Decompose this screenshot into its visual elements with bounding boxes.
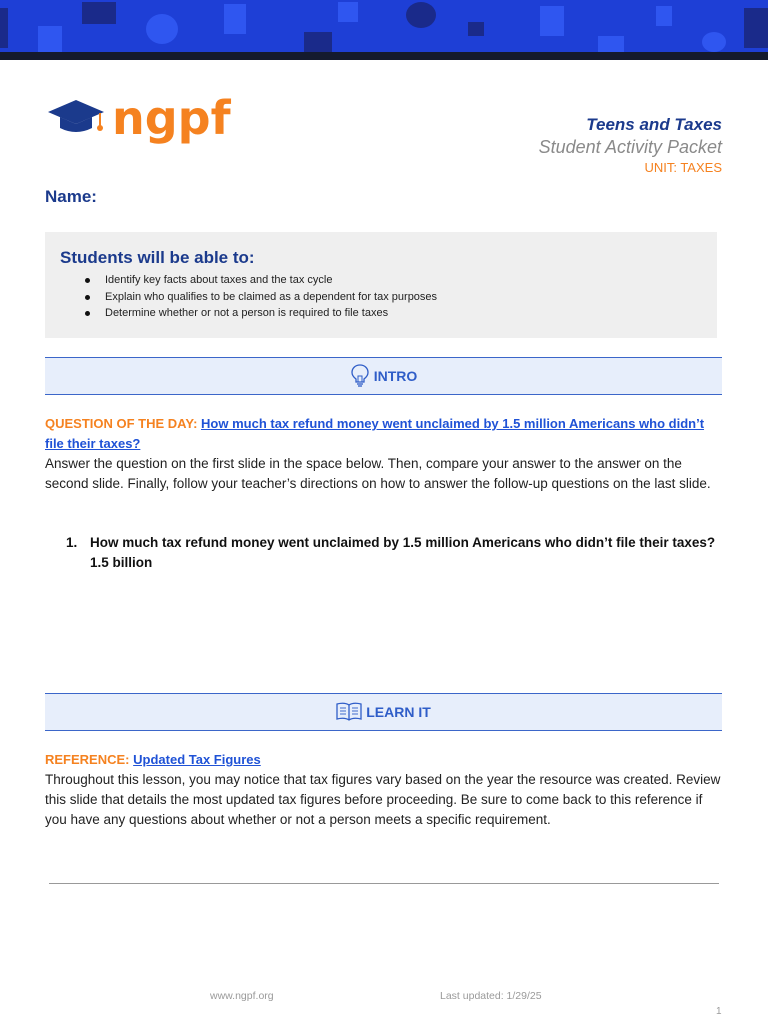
packet-title: Teens and Taxes [586,115,722,134]
banner-shape [468,22,484,36]
page-number: 1 [716,1006,722,1017]
objective-item: Determine whether or not a person is required to file taxes [85,305,437,322]
qotd-link[interactable]: How much tax refund money went unclaimed by 1.5 million Americans who didn’t file their taxes? [45,416,705,451]
banner-calculator-icon [338,2,358,22]
banner-folder-icon [82,2,116,24]
name-field-label: Name: [45,187,97,206]
footer-url: www.ngpf.org [210,990,274,1002]
open-book-icon [336,701,362,724]
objectives-list [85,272,437,322]
qotd-prefix: QUESTION OF THE DAY: [45,416,198,431]
objective-item: Explain who qualifies to be claimed as a dependent for tax purposes [85,289,437,306]
banner-stripe [0,52,768,60]
learn-it-section-header [45,693,722,731]
learn-it-label: LEARN IT [366,704,431,720]
banner-shape [0,8,8,48]
divider-line [49,883,719,884]
banner-piggy-bank-icon [406,2,436,28]
unit-label: UNIT: TAXES [644,160,722,175]
banner-calculator-icon [540,6,564,36]
question-text: How much tax refund money went unclaimed by 1.5 million Americans who didn’t file their taxes? 1.5 billion [90,535,716,570]
footer-last-updated: Last updated: 1/29/25 [440,990,542,1002]
banner-piggy-bank-icon [702,32,726,52]
reference-body: Throughout this lesson, you may notice that tax figures vary based on the year the resource was created. Review this slide that details the most updated tax figures before proceeding. Be sure to come back to this reference if you have any questions about whether or not a person meets a specific requirement. [45,772,721,827]
banner-folder-icon [598,36,624,52]
svg-text:ngpf: ngpf [112,92,231,144]
reference-prefix: REFERENCE: [45,752,130,767]
question-number: 1. [66,535,78,550]
banner-document-icon [224,4,246,34]
packet-title-block [539,115,722,175]
header-banner [0,0,768,52]
intro-label: INTRO [373,368,418,384]
lightbulb-icon [350,363,370,390]
objective-item: Identify key facts about taxes and the tax cycle [85,272,437,289]
packet-subtitle: Student Activity Packet [538,137,722,157]
banner-folder-icon [304,32,332,52]
banner-document-icon [38,26,62,52]
banner-piggy-bank-icon [146,14,178,44]
intro-section-header [45,357,722,395]
objectives-heading: Students will be able to: [60,248,255,267]
intro-instructions: Answer the question on the first slide in the space below. Then, compare your answer to the answer on the second slide. Finally, follow your teacher’s directions on how to answer the follow-up questions on the last slide. [45,456,711,491]
ngpf-logo [46,92,236,144]
banner-shape [744,8,768,48]
objectives-box [45,232,717,338]
question-of-the-day [45,414,725,494]
reference-block [45,750,725,830]
reference-link[interactable]: Updated Tax Figures [133,752,261,767]
banner-calculator-icon [656,6,672,26]
